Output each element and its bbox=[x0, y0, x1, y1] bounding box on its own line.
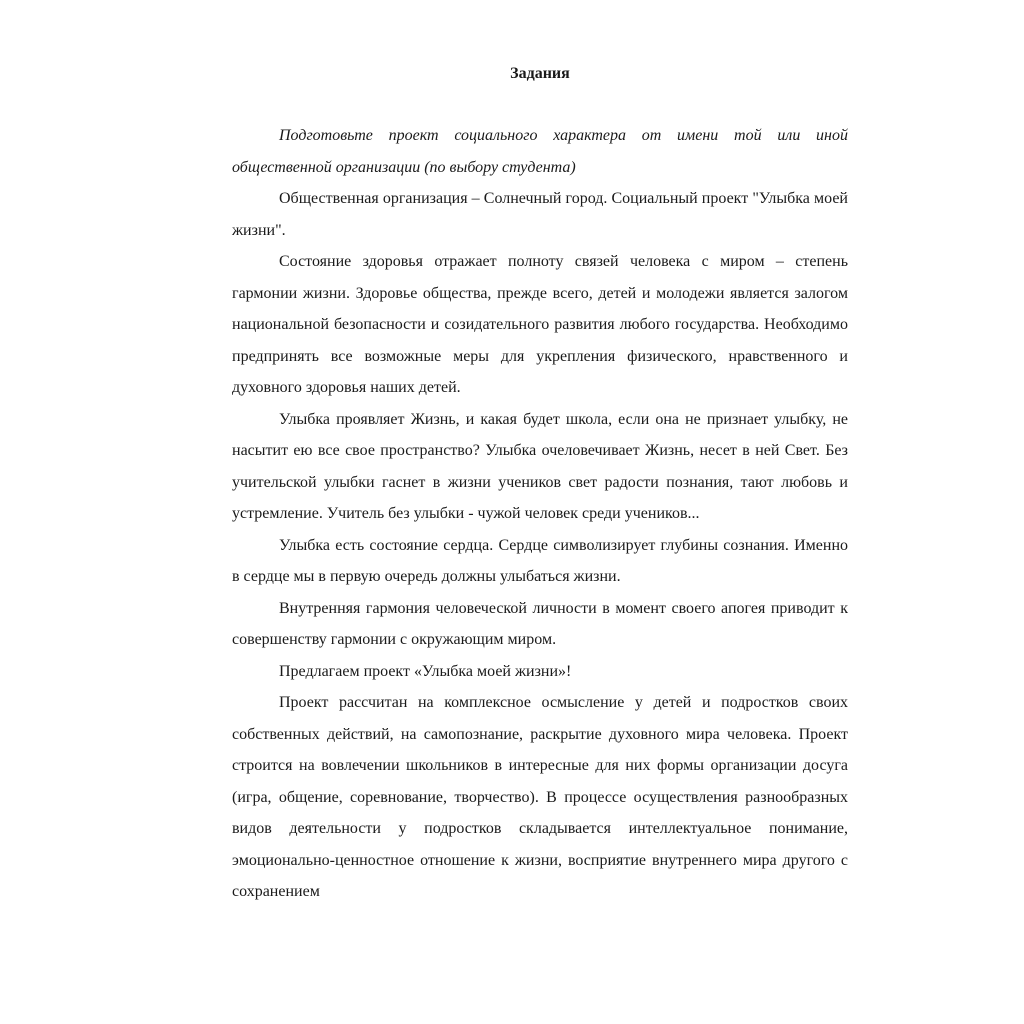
document-title: Задания bbox=[510, 65, 570, 82]
document-page bbox=[232, 58, 848, 908]
paragraph-smile-heart: Улыбка есть состояние сердца. Сердце символизирует глубины сознания. Именно в сердце мы в первую очередь должны улыбаться жизни. bbox=[232, 536, 848, 585]
paragraph-smile-life: Улыбка проявляет Жизнь, и какая будет школа, если она не признает улыбку, не насытит ею все свое пространство? Улыбка очеловечивает Жизнь, несет в ней Свет. Без учительской улыбки гаснет в жизни учеников свет радости познания, тают любовь и устремление. Учитель без улыбки - чужой человек среди учеников... bbox=[232, 410, 848, 522]
paragraph-harmony: Внутренняя гармония человеческой личности в момент своего апогея приводит к совершенству гармонии с окружающим миром. bbox=[232, 599, 848, 648]
paragraph-organization: Общественная организация – Солнечный город. Социальный проект "Улыбка моей жизни". bbox=[232, 190, 848, 239]
paragraph-project-description: Проект рассчитан на комплексное осмысление у детей и подростков своих собственных действий, на самопознание, раскрытие духовного мира человека. Проект строится на вовлечении школьников в интересные для них формы организации досуга (игра, общение, соревнование, творчество). В процессе осуществления разнообразных видов деятельности у подростков складывается интеллектуальное понимание, эмоционально-ценностное отношение к жизни, восприятие внутреннего мира другого с сохранением bbox=[232, 694, 848, 900]
paragraph-proposal: Предлагаем проект «Улыбка моей жизни»! bbox=[279, 662, 572, 680]
task-statement: Подготовьте проект социального характера от имени той или иной общественной организации (по выбору студента) bbox=[232, 127, 848, 176]
paragraph-health: Состояние здоровья отражает полноту связей человека с миром – степень гармонии жизни. Здоровье общества, прежде всего, детей и молодежи является залогом национальной безопасности и созидательного развития любого государства. Необходимо предпринять все возможные меры для укрепления физического, нравственного и духовного здоровья наших детей. bbox=[232, 253, 848, 396]
